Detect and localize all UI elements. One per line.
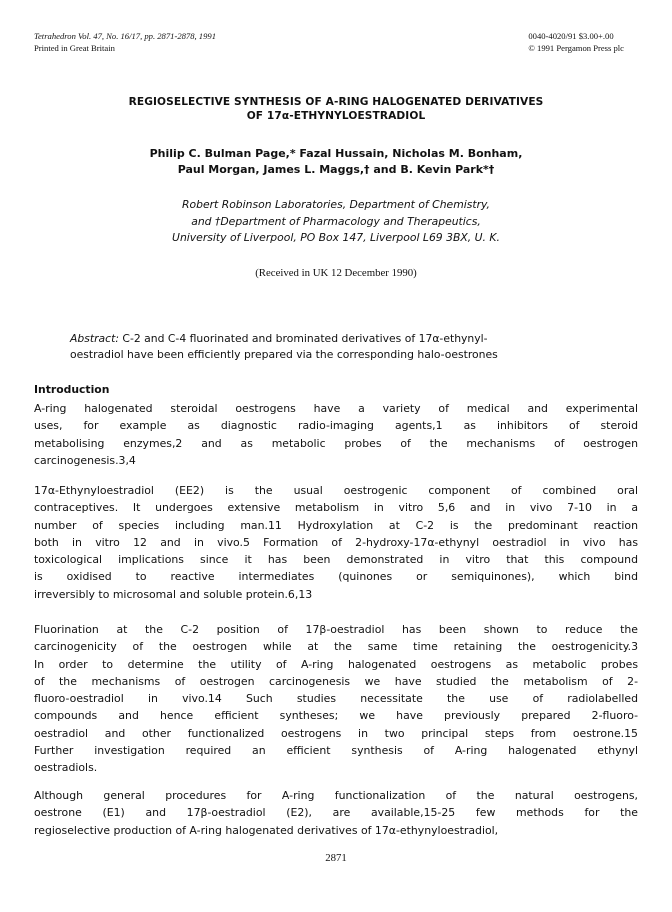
- affiliation-line-1: Robert Robinson Laboratories, Department of Chemistry,: [181, 198, 490, 211]
- paragraph-line: fluoro-oestradiol in vivo.14 Such studies necessitate the use of radiolabelled: [34, 692, 638, 706]
- abstract: [70, 331, 590, 362]
- publisher-header: [528, 31, 624, 54]
- abstract-line-2: oestradiol have been efficiently prepared via the corresponding halo-oestrones: [70, 347, 498, 361]
- abstract-label: Abstract:: [70, 332, 119, 345]
- authors-line-1: Philip C. Bulman Page,* Fazal Hussain, Nicholas M. Bonham,: [149, 147, 523, 160]
- affiliation-line-2: and †Department of Pharmacology and Therapeutics,: [191, 214, 481, 228]
- paragraph-line: oestradiol and other functionalized oestrogens in two principal steps from oestrone.15: [34, 726, 638, 740]
- abstract-text-1: C-2 and C-4 fluorinated and brominated derivatives of 17α-ethynyl-: [122, 332, 488, 345]
- introduction-paragraph: [34, 482, 638, 603]
- affiliation-line-3: University of Liverpool, PO Box 147, Liverpool L69 3BX, U. K.: [172, 231, 500, 244]
- paragraph-line: oestradiols.: [34, 761, 98, 775]
- section-heading-introduction: Introduction: [34, 383, 110, 396]
- journal-citation: Tetrahedron Vol. 47, No. 16/17, pp. 2871-2878, 1991: [34, 31, 216, 41]
- abstract-line-1: [70, 331, 590, 347]
- affiliation-block: [0, 197, 672, 247]
- paragraph-line: 17α-Ethynyloestradiol (EE2) is the usual oestrogenic component of combined oral: [34, 484, 638, 497]
- issn-code: 0040-4020/91 $3.00+.00: [528, 31, 614, 41]
- paragraph-line: regioselective production of A-ring halogenated derivatives of 17α-ethynyloestradiol,: [34, 823, 499, 837]
- paragraph-line: oestrone (E1) and 17β-oestradiol (E2), are available,15-25 few methods for the: [34, 806, 638, 820]
- paragraph-line: In order to determine the utility of A-ring halogenated oestrogens as metabolic probes: [34, 657, 638, 671]
- paragraph-line: compounds and hence efficient syntheses; we have previously prepared 2-fluoro-: [34, 709, 638, 723]
- paragraph-line: uses, for example as diagnostic radio-imaging agents,1 as inhibitors of steroid: [34, 419, 638, 433]
- paragraph-line: toxicological implications since it has been demonstrated in vitro that this compound: [34, 553, 638, 567]
- paragraph-line: carcinogenesis.3,4: [34, 453, 136, 467]
- paragraph-line: Fluorination at the C-2 position of 17β-oestradiol has been shown to reduce the: [34, 623, 638, 636]
- introduction-paragraph: [34, 787, 638, 839]
- introduction-paragraph: [34, 400, 638, 469]
- paragraph-line: carcinogenicity of the oestrogen while at the same time retaining the oestrogenicity.3: [34, 640, 638, 654]
- paragraph-line: irreversibly to microsomal and soluble protein.6,13: [34, 587, 313, 601]
- received-date: (Received in UK 12 December 1990): [255, 267, 417, 279]
- paper-title: [0, 95, 672, 123]
- copyright-line: © 1991 Pergamon Press plc: [528, 42, 624, 53]
- authors-line-2: Paul Morgan, James L. Maggs,† and B. Kevin Park*†: [177, 163, 495, 176]
- printed-in-line: Printed in Great Britain: [34, 42, 115, 53]
- paragraph-line: is oxidised to reactive intermediates (quinones or semiquinones), which bind: [34, 570, 638, 584]
- paragraph-line: metabolising enzymes,2 and as metabolic probes of the mechanisms of oestrogen: [34, 436, 638, 450]
- paragraph-line: contraceptives. It undergoes extensive metabolism in vitro 5,6 and in vivo 7-10 in a: [34, 501, 638, 515]
- journal-header: [34, 31, 216, 54]
- paragraph-line: both in vitro 12 and in vivo.5 Formation of 2-hydroxy-17α-ethynyl oestradiol in vivo has: [34, 535, 638, 549]
- paragraph-line: number of species including man.11 Hydroxylation at C-2 is the predominant reaction: [34, 518, 638, 532]
- author-list: [0, 146, 672, 178]
- title-line-1: REGIOSELECTIVE SYNTHESIS OF A-RING HALOGENATED DERIVATIVES: [128, 96, 544, 108]
- introduction-paragraph: [34, 621, 638, 777]
- page-number: 2871: [325, 852, 347, 864]
- paragraph-line: A-ring halogenated steroidal oestrogens have a variety of medical and experimental: [34, 402, 638, 415]
- paragraph-line: Further investigation required an efficient synthesis of A-ring halogenated ethynyl: [34, 744, 638, 758]
- paragraph-line: of the mechanisms of oestrogen carcinogenesis we have studied the metabolism of 2-: [34, 674, 638, 688]
- paragraph-line: Although general procedures for A-ring functionalization of the natural oestrogens,: [34, 789, 638, 802]
- title-line-2: OF 17α-ETHYNYLOESTRADIOL: [246, 110, 426, 122]
